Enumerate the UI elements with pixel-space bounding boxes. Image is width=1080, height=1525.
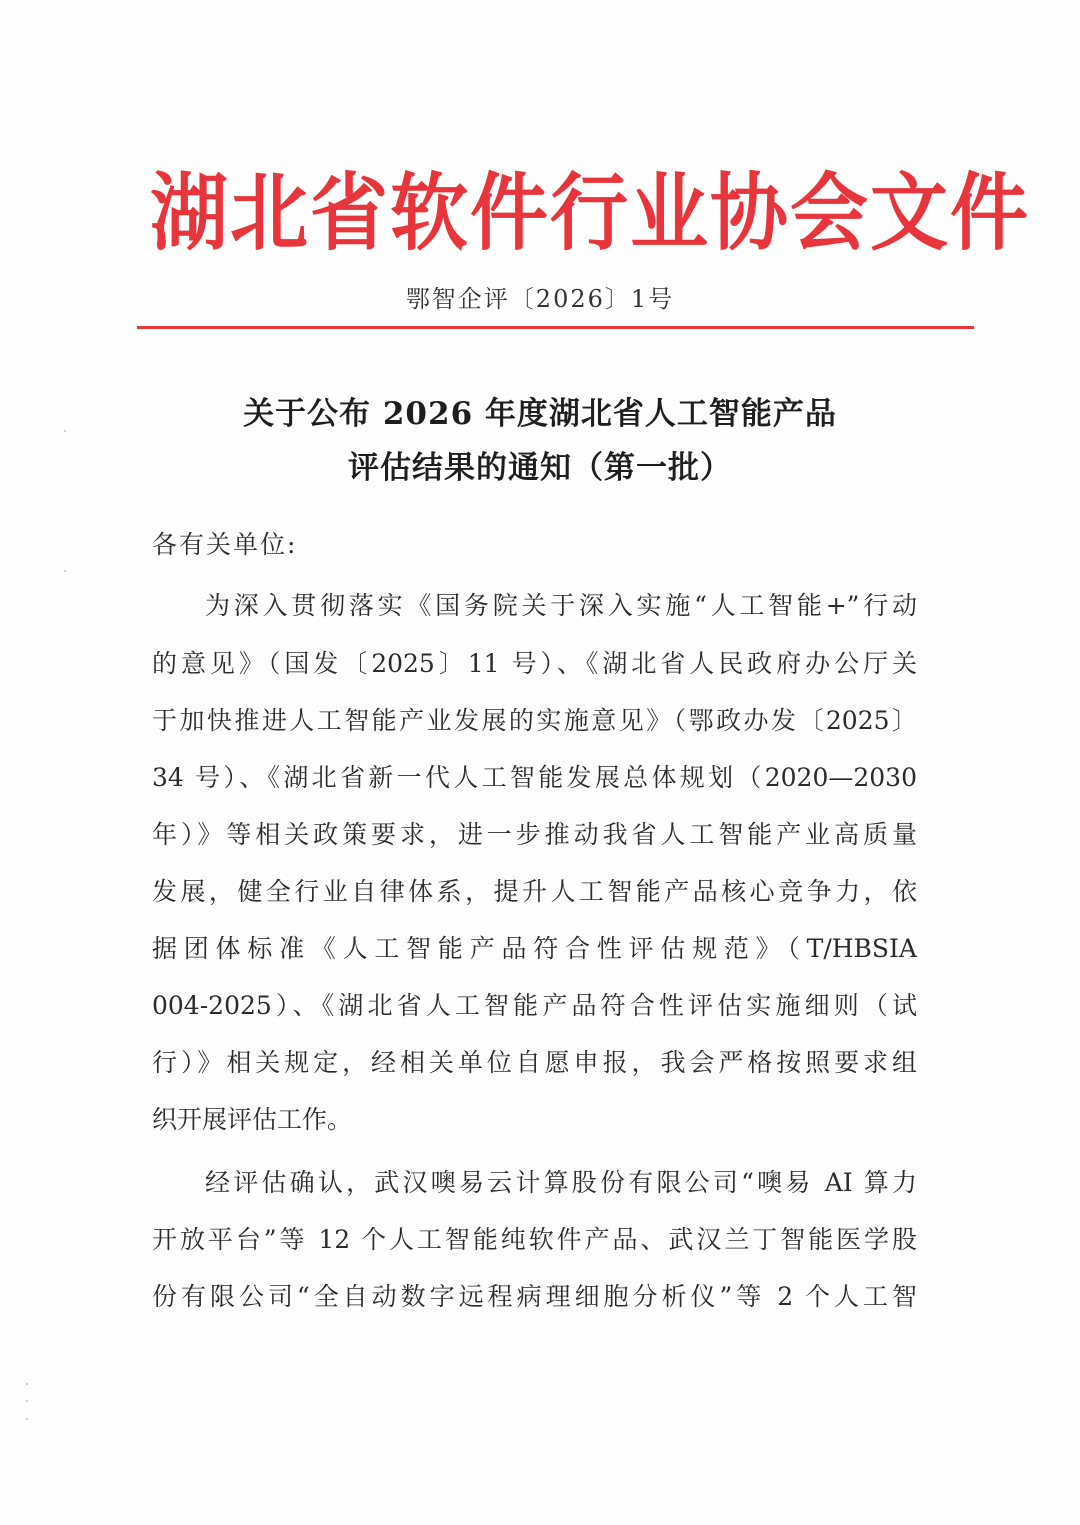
paragraph-2-line: 经评估确认，武汉噢易云计算股份有限公司“噢易 AI 算力	[205, 1168, 917, 1197]
document-number: 鄂智企评〔2026〕1号	[405, 285, 675, 313]
scan-artifact	[26, 1400, 28, 1402]
notice-title-line-2: 评估结果的通知（第一批）	[348, 450, 732, 486]
paragraph-2-line: 开放平台”等 12 个人工智能纯软件产品、武汉兰丁智能医学股	[152, 1225, 917, 1254]
org-letterhead-title: 湖北省软件行业协会文件	[150, 164, 1031, 263]
scan-artifact	[26, 1383, 28, 1385]
paragraph-2-line: 份有限公司“全自动数字远程病理细胞分析仪”等 2 个人工智	[152, 1282, 917, 1311]
paragraph-1-line: 的意见》（国发〔2025〕11 号）、《湖北省人民政府办公厅关	[152, 649, 917, 678]
letterhead-red-divider	[137, 326, 974, 329]
paragraph-1-line: 年）》等相关政策要求，进一步推动我省人工智能产业高质量	[152, 820, 917, 849]
paragraph-1-line: 织开展评估工作。	[152, 1105, 353, 1134]
paragraph-1-line: 行）》相关规定，经相关单位自愿申报，我会严格按照要求组	[152, 1048, 917, 1077]
scan-artifact	[26, 1418, 28, 1420]
paragraph-1-line: 34 号）、《湖北省新一代人工智能发展总体规划（2020—2030	[152, 763, 917, 792]
salutation: 各有关单位:	[152, 530, 298, 559]
notice-title-line-1: 关于公布 2026 年度湖北省人工智能产品	[243, 396, 837, 432]
paragraph-1-line: 发展，健全行业自律体系，提升人工智能产品核心竞争力，依	[152, 877, 917, 906]
paragraph-1-line: 于加快推进人工智能产业发展的实施意见》（鄂政办发〔2025〕	[152, 706, 917, 735]
paragraph-1-line: 据团体标准《人工智能产品符合性评估规范》（T/HBSIA	[152, 934, 917, 963]
scan-artifact	[64, 570, 66, 572]
paragraph-1-line: 004-2025）、《湖北省人工智能产品符合性评估实施细则（试	[152, 991, 917, 1020]
paragraph-1-line: 为深入贯彻落实《国务院关于深入实施“人工智能+”行动	[205, 591, 917, 620]
scan-artifact	[64, 430, 66, 432]
